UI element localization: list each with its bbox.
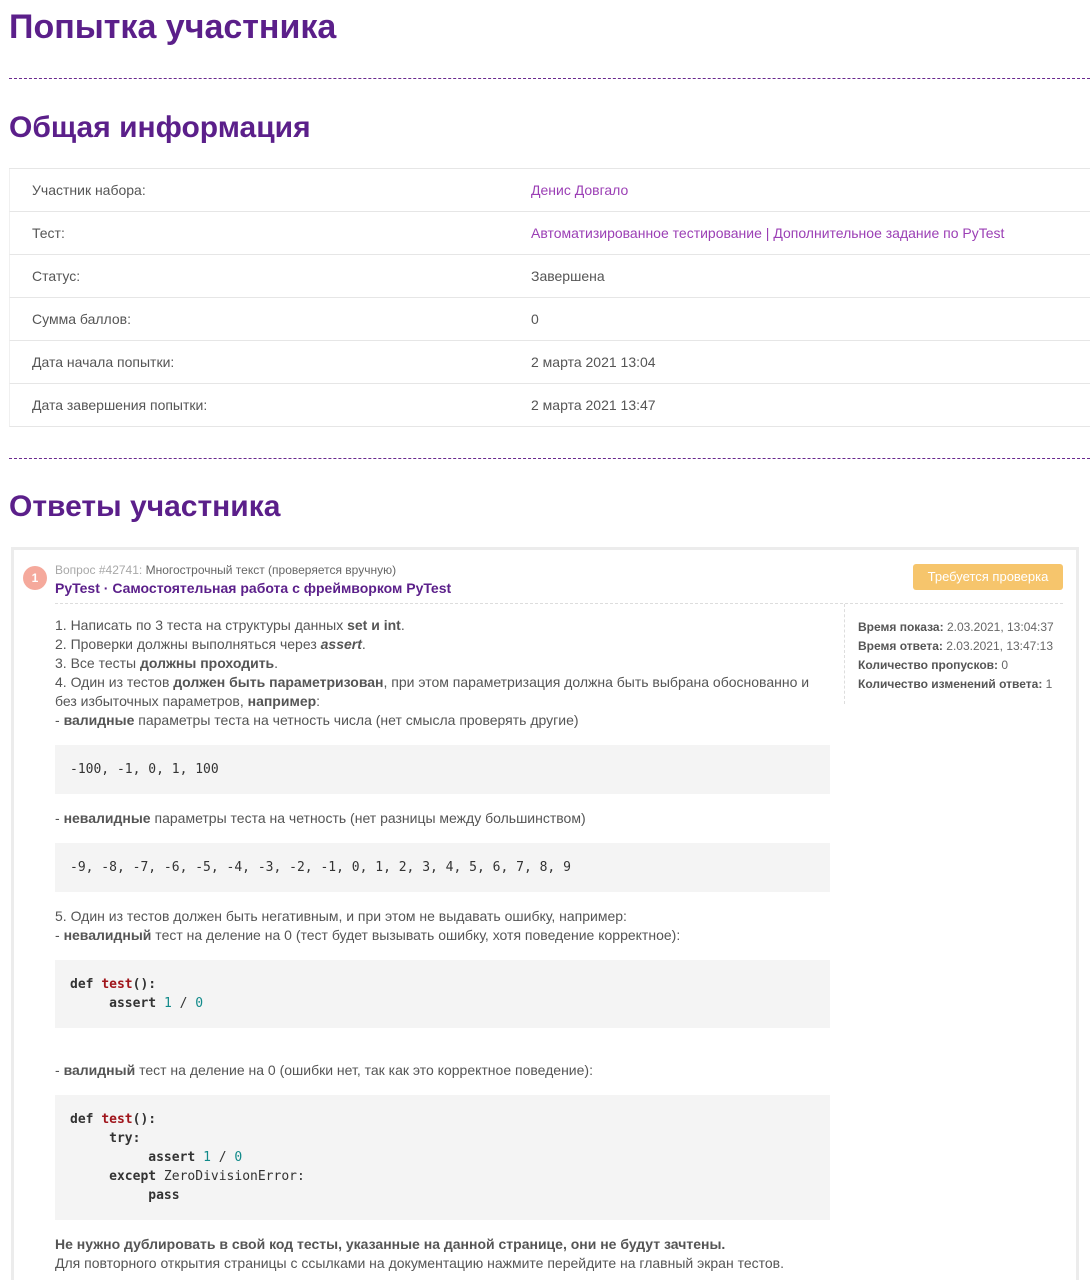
divider xyxy=(9,458,1090,459)
task-line: - валидный тест на деление на 0 (ошибки нет, так как это корректное поведение): xyxy=(55,1062,593,1078)
review-required-badge: Требуется проверка xyxy=(913,564,1063,590)
note-bold: Не нужно дублировать в свой код тесты, указанные на данной странице, они не будут зачтены. xyxy=(55,1236,726,1252)
start-date-value: 2 марта 2021 13:04 xyxy=(531,354,656,370)
info-label: Сумма баллов: xyxy=(32,311,131,327)
code-block: def test(): try: assert 1 / 0 except ZeroDivisionError: pass xyxy=(55,1095,830,1220)
changes-value: 1 xyxy=(1045,677,1053,691)
info-row-score xyxy=(9,298,1090,341)
divider xyxy=(844,604,845,704)
info-row-start xyxy=(9,341,1090,384)
info-row-status xyxy=(9,255,1090,298)
task-line: - валидные параметры теста на четность числа (нет смысла проверять другие) xyxy=(55,712,579,728)
task-line: 2. Проверки должны выполняться через assert. xyxy=(55,636,366,652)
question-title[interactable]: PyTest · Самостоятельная работа с фреймворком PyTest xyxy=(55,580,452,596)
info-table xyxy=(9,168,1090,427)
code-block: -9, -8, -7, -6, -5, -4, -3, -2, -1, 0, 1, 2, 3, 4, 5, 6, 7, 8, 9 xyxy=(55,843,830,892)
skips-value: 0 xyxy=(1001,658,1009,672)
info-row-participant xyxy=(9,169,1090,212)
info-label: Статус: xyxy=(32,268,81,284)
answer-time-value: 2.03.2021, 13:47:13 xyxy=(946,639,1054,653)
status-value: Завершена xyxy=(531,268,605,284)
task-line: - невалидный тест на деление на 0 (тест будет вызывать ошибку, хотя поведение корректное): xyxy=(55,927,681,943)
skips-label: Количество пропусков: xyxy=(858,658,999,672)
info-label: Тест: xyxy=(32,225,65,241)
end-date-value: 2 марта 2021 13:47 xyxy=(531,397,656,413)
task-line: 1. Написать по 3 теста на структуры данных set и int. xyxy=(55,617,405,633)
info-row-test xyxy=(9,212,1090,255)
question-body xyxy=(55,616,830,1273)
question-number-badge: 1 xyxy=(23,566,47,590)
info-label: Дата завершения попытки: xyxy=(32,397,208,413)
score-value: 0 xyxy=(531,311,539,327)
answer-time-label: Время ответа: xyxy=(858,639,943,653)
code-block: def test(): assert 1 / 0 xyxy=(55,960,830,1028)
task-line: 5. Один из тестов должен быть негативным, и при этом не выдавать ошибку, например: xyxy=(55,908,627,924)
code-block: -100, -1, 0, 1, 100 xyxy=(55,745,830,794)
task-line: 4. Один из тестов должен быть параметризован, при этом параметризация должна быть выбрана обоснованно и без избыточных параметров, например: xyxy=(55,674,810,709)
shown-time-label: Время показа: xyxy=(858,620,944,634)
shown-time-value: 2.03.2021, 13:04:37 xyxy=(946,620,1054,634)
test-link[interactable]: Автоматизированное тестирование | Дополнительное задание по PyTest xyxy=(531,225,1005,241)
question-stats xyxy=(858,618,1054,694)
answers-section-title: Ответы участника xyxy=(9,490,281,523)
divider xyxy=(9,78,1090,79)
task-line: 3. Все тесты должны проходить. xyxy=(55,655,279,671)
participant-link[interactable]: Денис Довгало xyxy=(531,182,629,198)
info-label: Дата начала попытки: xyxy=(32,354,175,370)
info-row-end xyxy=(9,384,1090,427)
answer-card xyxy=(11,547,1079,1280)
changes-label: Количество изменений ответа: xyxy=(858,677,1043,691)
page-title: Попытка участника xyxy=(9,8,337,46)
task-line: - невалидные параметры теста на четность (нет разницы между большинством) xyxy=(55,810,586,826)
info-label: Участник набора: xyxy=(32,182,146,198)
question-type: Многострочный текст (проверяется вручную) xyxy=(145,563,397,577)
divider xyxy=(55,603,1063,604)
question-id: Вопрос #42741: xyxy=(55,563,143,577)
info-section-title: Общая информация xyxy=(9,111,311,144)
note-text: Для повторного открытия страницы с ссылками на документацию нажмите перейдите на главный экран тестов. xyxy=(55,1255,784,1271)
question-meta xyxy=(55,563,396,577)
